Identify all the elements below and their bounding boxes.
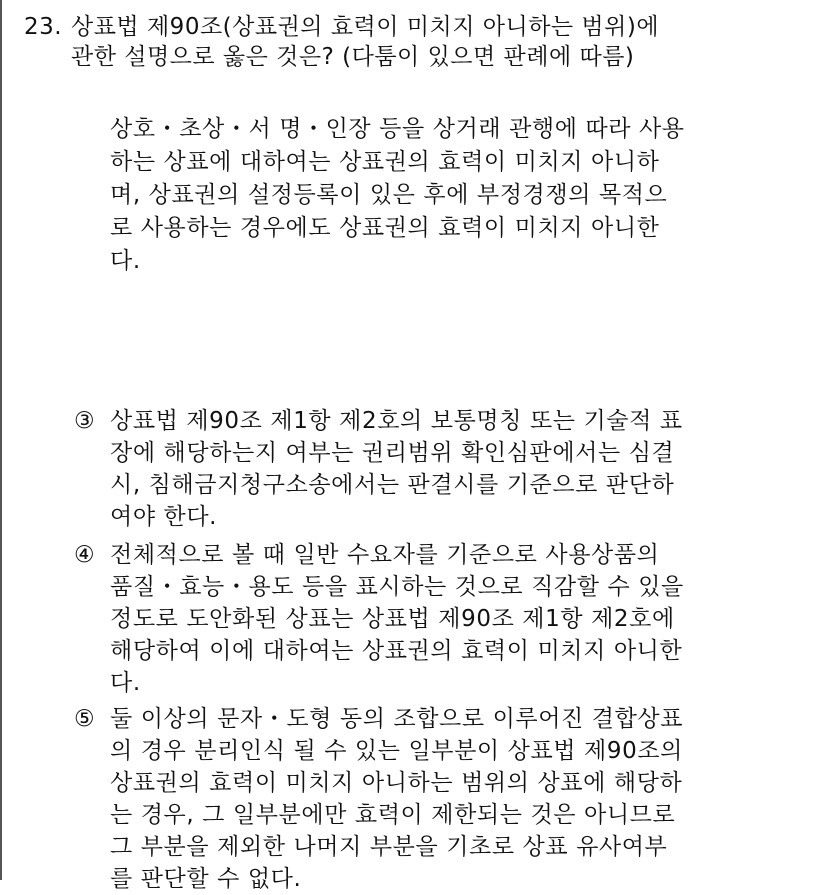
choice-line: 시, 침해금지청구소송에서는 판결시를 기준으로 판단하 <box>110 472 675 498</box>
statement-passage <box>110 113 790 278</box>
choice-line: 장에 해당하는지 여부는 권리범위 확인심판에서는 심결 <box>110 440 675 466</box>
statement-line: 하는 상표에 대하여는 상표권의 효력이 미치지 아니하 <box>110 149 660 175</box>
choice-line: 여야 한다. <box>110 504 218 530</box>
choice-line: 품질・효능・용도 등을 표시하는 것으로 직감할 수 있을 <box>110 574 684 600</box>
statement-line: 다. <box>110 248 141 274</box>
choice-line: 그 부분을 제외한 나머지 부분을 기초로 상표 유사여부 <box>110 834 668 860</box>
choice-line: 를 판단할 수 없다. <box>110 866 302 892</box>
choice-line: 의 경우 분리인식 될 수 있는 일부분이 상표법 제90조의 <box>110 738 683 764</box>
question-line-2: 관한 설명으로 옳은 것은? (다툼이 있으면 판례에 따름) <box>71 44 635 70</box>
choice-line: 상표법 제90조 제1항 제2호의 보통명칭 또는 기술적 표 <box>110 408 683 434</box>
choice-line: 는 경우, 그 일부분에만 효력이 제한되는 것은 아니므로 <box>110 802 676 828</box>
choice-text <box>110 703 683 895</box>
choice-line: 정도로 도안화된 상표는 상표법 제90조 제1항 제2호에 <box>110 606 675 632</box>
question-number: 23. <box>24 14 63 40</box>
statement-line: 며, 상표권의 설정등록이 있은 후에 부정경쟁의 목적으 <box>110 182 668 208</box>
choice-line: 해당하여 이에 대하여는 상표권의 효력이 미치지 아니한 <box>110 638 683 664</box>
choice-line: 다. <box>110 670 141 696</box>
choice-line: 둘 이상의 문자・도형 동의 조합으로 이루어진 결합상표 <box>110 706 684 732</box>
statement-line: 로 사용하는 경우에도 상표권의 효력이 미치지 아니한 <box>110 215 660 241</box>
question-text-1: 상표법 제90조(상표권의 효력이 미치지 아니하는 범위)에 <box>71 14 660 40</box>
choice-marker: ④ <box>74 542 96 568</box>
question-line-1 <box>24 12 804 42</box>
statement-line: 상호・초상・서 명・인장 등을 상거래 관행에 따라 사용 <box>110 116 685 142</box>
question-stem <box>24 12 804 72</box>
choice-line: 상표권의 효력이 미치지 아니하는 범위의 상표에 해당하 <box>110 770 683 796</box>
choice-line: 전체적으로 볼 때 일반 수요자를 기준으로 사용상품의 <box>110 542 660 568</box>
choice-marker: ⑤ <box>74 706 96 732</box>
choice-text <box>110 405 683 533</box>
choice-text <box>110 539 684 699</box>
choice-marker: ③ <box>74 408 96 434</box>
